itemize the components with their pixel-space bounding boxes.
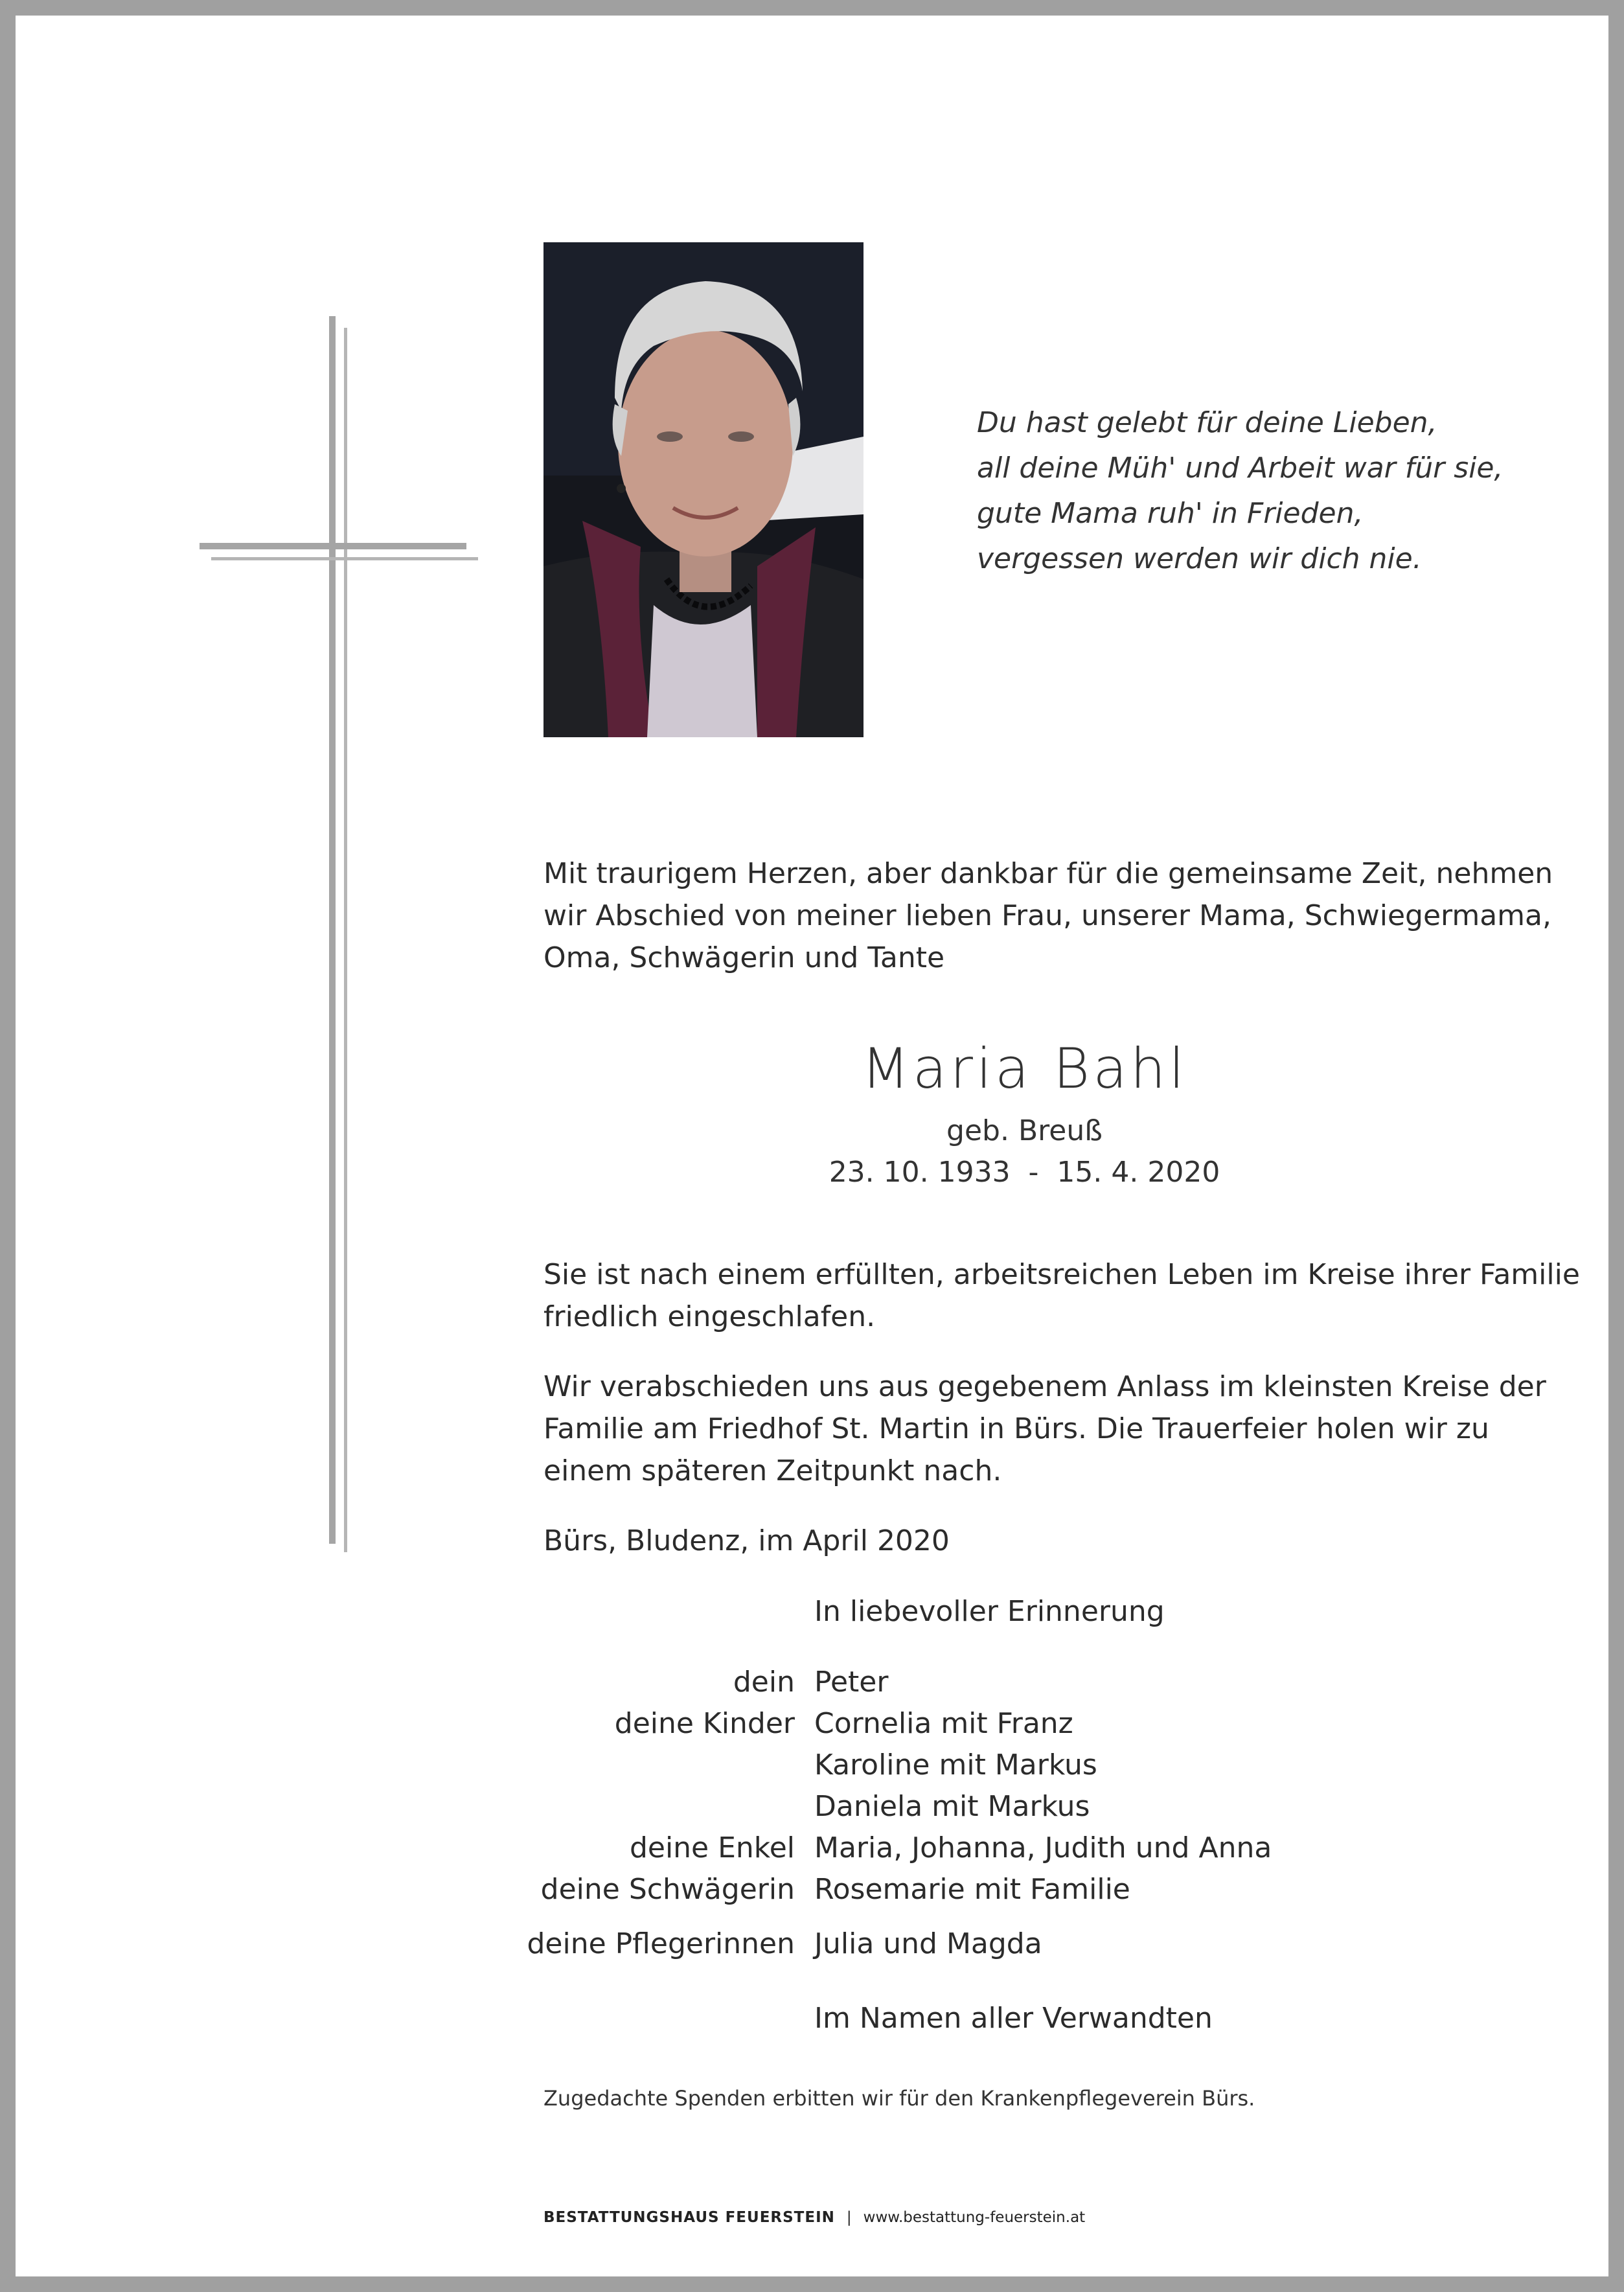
poem-line: all deine Müh' und Arbeit war für sie, (977, 452, 1504, 485)
mourner-row (389, 1745, 1490, 1786)
life-line: friedlich eingeschlafen. (543, 1300, 876, 1333)
mourner-relation: dein (733, 1666, 795, 1699)
deceased-name: Maria Bahl (861, 1037, 1188, 1101)
funeral-paragraph (543, 1366, 1546, 1492)
mourner-row (389, 1923, 1490, 1965)
intro-line: wir Abschied von meiner lieben Frau, unserer Mama, Schwiegermama, (543, 899, 1551, 932)
mourner-relation: deine Pflegerinnen (527, 1927, 795, 1960)
intro-line: Oma, Schwägerin und Tante (543, 941, 945, 974)
mourner-names: Peter (814, 1666, 889, 1699)
birth-name: geb. Breuß (946, 1114, 1103, 1147)
mourner-row (389, 1703, 1490, 1745)
cross-horizontal-shadow (211, 557, 478, 560)
mourner-row (389, 1828, 1490, 1869)
mourner-names: Daniela mit Markus (814, 1790, 1090, 1823)
mourner-relation: deine Schwägerin (540, 1873, 795, 1906)
cross-horizontal-bar (200, 543, 466, 549)
life-dates: 23. 10. 1933 - 15. 4. 2020 (829, 1156, 1220, 1189)
donation-note: Zugedachte Spenden erbitten wir für den Krankenpflegeverein Bürs. (543, 2086, 1255, 2111)
mourner-names: Karoline mit Markus (814, 1748, 1097, 1782)
funeral-line: einem späteren Zeitpunkt nach. (543, 1454, 1002, 1487)
cross-vertical-bar (329, 316, 336, 1544)
mourner-row (389, 1869, 1490, 1910)
poem-line: vergessen werden wir dich nie. (977, 542, 1422, 575)
place-date: Bürs, Bludenz, im April 2020 (543, 1524, 950, 1557)
life-paragraph (543, 1254, 1580, 1338)
intro-line: Mit traurigem Herzen, aber dankbar für die gemeinsame Zeit, nehmen (543, 857, 1553, 890)
mourner-names: Julia und Magda (814, 1927, 1042, 1960)
poem-line: Du hast gelebt für deine Lieben, (977, 406, 1437, 439)
mourner-row (389, 1662, 1490, 1703)
funeral-line: Wir verabschieden uns aus gegebenem Anlass im kleinsten Kreise der (543, 1370, 1546, 1403)
cross-vertical-shadow (344, 328, 347, 1552)
closing-line: Im Namen aller Verwandten (814, 2002, 1213, 2035)
mourner-row (389, 1786, 1490, 1828)
life-line: Sie ist nach einem erfüllten, arbeitsreichen Leben im Kreise ihrer Familie (543, 1258, 1580, 1291)
company-name: BESTATTUNGSHAUS FEUERSTEIN (543, 2209, 835, 2226)
company-website: www.bestattung-feuerstein.at (863, 2209, 1086, 2226)
mourner-relation: deine Kinder (614, 1707, 795, 1740)
intro-paragraph (543, 853, 1553, 979)
portrait-photo (543, 242, 863, 737)
mourner-relation: deine Enkel (629, 1831, 795, 1864)
mourners-list (389, 1662, 1490, 1965)
mourner-relation (389, 1745, 795, 1786)
mourner-relation (389, 1786, 795, 1828)
mourner-names: Maria, Johanna, Judith und Anna (814, 1831, 1272, 1864)
poem-line: gute Mama ruh' in Frieden, (977, 497, 1364, 530)
footer-separator: | (846, 2209, 852, 2226)
memory-line: In liebevoller Erinnerung (814, 1595, 1165, 1628)
mourner-names: Rosemarie mit Familie (814, 1873, 1130, 1906)
funeral-line: Familie am Friedhof St. Martin in Bürs. Die Trauerfeier holen wir zu (543, 1412, 1489, 1445)
footer (543, 2205, 1085, 2230)
poem (977, 400, 1560, 582)
mourner-names: Cornelia mit Franz (814, 1707, 1073, 1740)
